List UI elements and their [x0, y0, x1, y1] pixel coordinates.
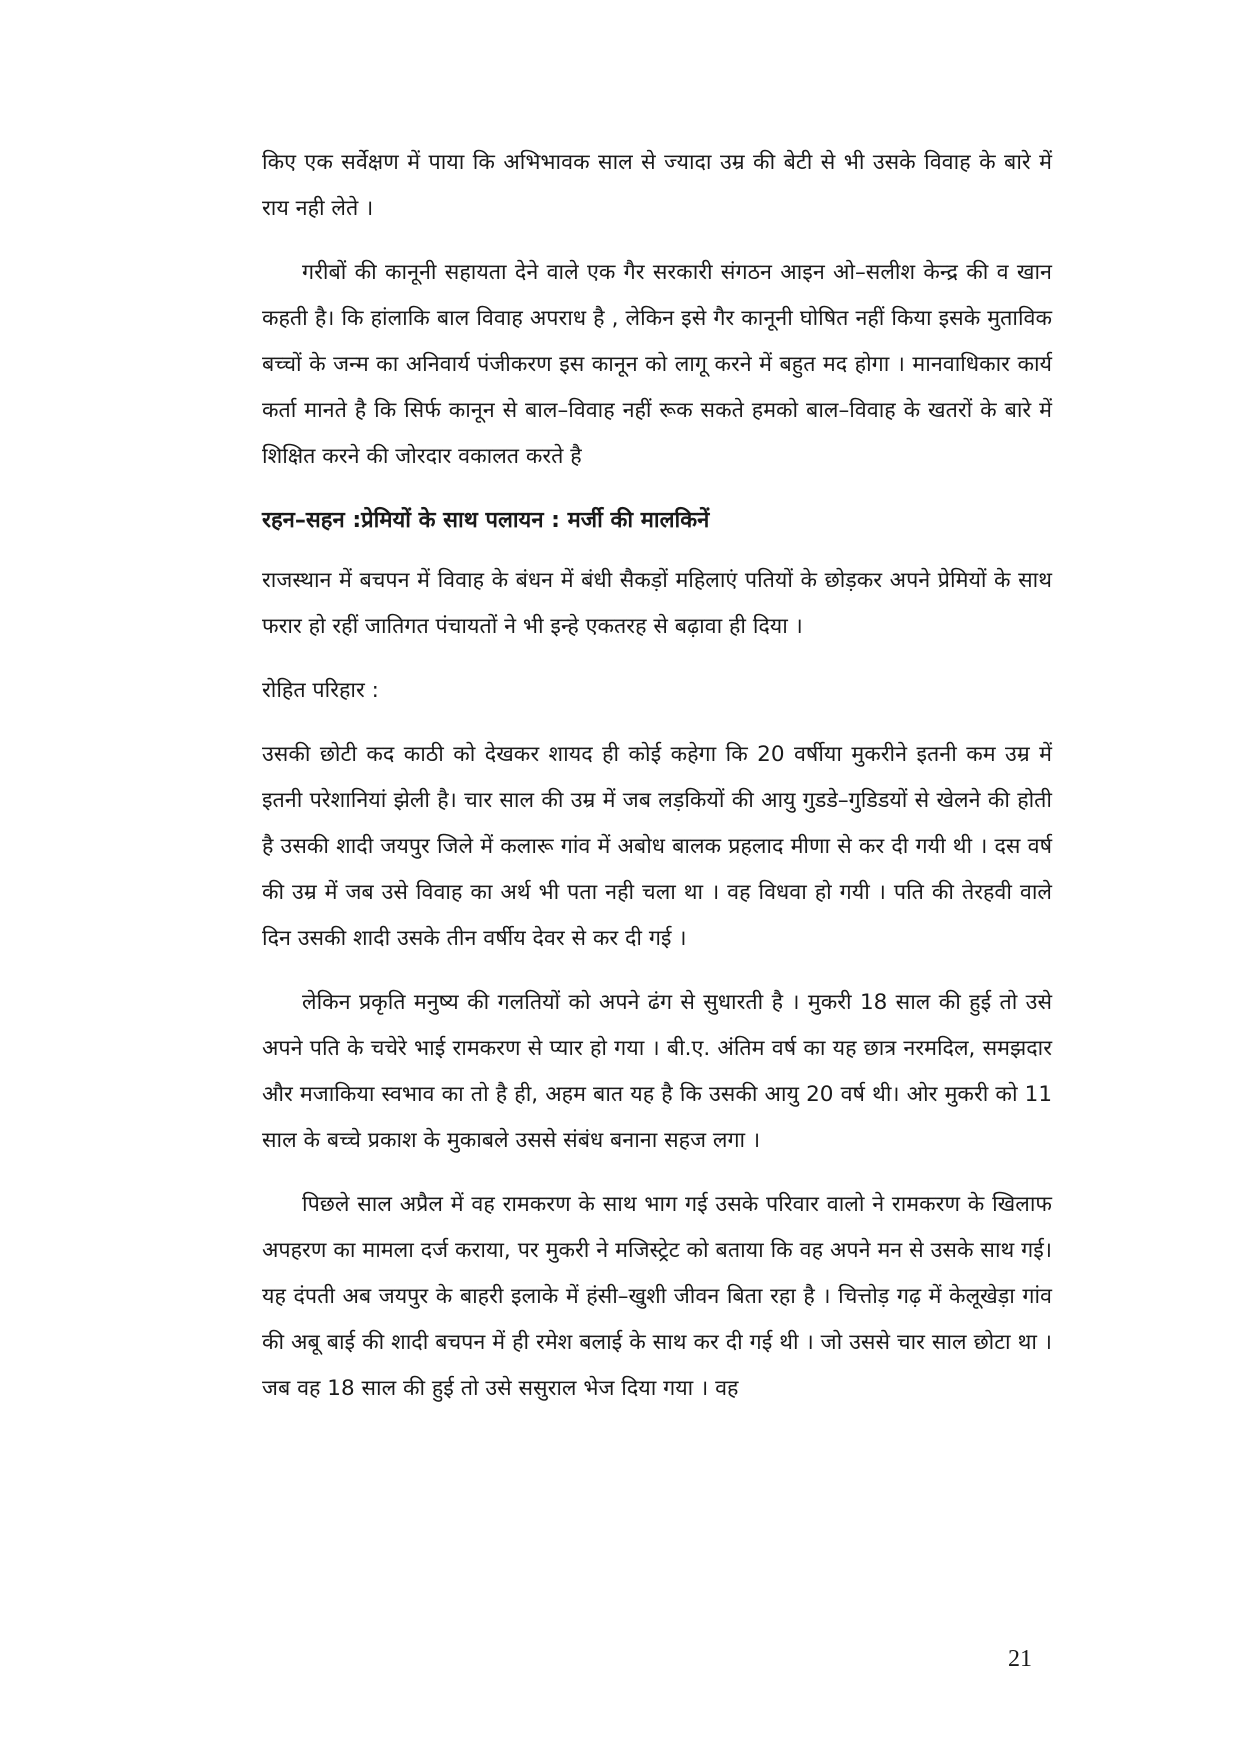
document-page: [262, 140, 1052, 1430]
section-heading: रहन–सहन :प्रेमियों के साथ पलायन : मर्जी की मालकिनें: [262, 508, 710, 533]
paragraph-survey: किए एक सर्वेक्षण में पाया कि अभिभावक साल से ज्यादा उम्र की बेटी से भी उसके विवाह के बारे में राय नही लेते ।: [262, 150, 1052, 221]
paragraph-mukri-love: लेकिन प्रकृति मनुष्य की गलतियों को अपने ढंग से सुधारती है । मुकरी 18 साल की हुई तो उसे अपने पति के चचेरे भाई रामकरण से प्यार हो गया । बी.ए. अंतिम वर्ष का यह छात्र नरमदिल, समझदार और मजाकिया स्वभाव का तो है ही, अहम बात यह है कि उसकी आयु 20 वर्ष थी। ओर मुकरी को 11 साल के बच्चे प्रकाश के मुकाबले उससे संबंध बनाना सहज लगा ।: [262, 990, 1052, 1153]
paragraph-elopement: पिछले साल अप्रैल में वह रामकरण के साथ भाग गई उसके परिवार वालो ने रामकरण के खिलाफ अपहरण का मामला दर्ज कराया, पर मुकरी ने मजिस्ट्रेट को बताया कि वह अपने मन से उसके साथ गई। यह दंपती अब जयपुर के बाहरी इलाके में हंसी–खुशी जीवन बिता रहा है । चित्तोड़ गढ़ में केलूखेड़ा गांव की अबू बाई की शादी बचपन में ही रमेश बलाई के साथ कर दी गई थी । जो उससे चार साल छोटा था । जब वह 18 साल की हुई तो उसे ससुराल भेज दिया गया । वह: [262, 1192, 1052, 1401]
page-number: 21: [1008, 1646, 1032, 1672]
author-byline: रोहित परिहार :: [262, 678, 379, 703]
paragraph-mukri-childhood: उसकी छोटी कद काठी को देखकर शायद ही कोई कहेगा कि 20 वर्षीया मुकरीने इतनी कम उम्र में इतनी परेशानियां झेली है। चार साल की उम्र में जब लड़कियों की आयु गुडडे–गुडिडयों से खेलने की होती है उसकी शादी जयपुर जिले में कलारू गांव में अबोध बालक प्रहलाद मीणा से कर दी गयी थी । दस वर्ष की उम्र में जब उसे विवाह का अर्थ भी पता नही चला था । वह विधवा हो गयी । पति की तेरहवी वाले दिन उसकी शादी उसके तीन वर्षीय देवर से कर दी गई ।: [262, 742, 1052, 951]
paragraph-rajasthan: राजस्थान में बचपन में विवाह के बंधन में बंधी सैकड़ों महिलाएं पतियों के छोड़कर अपने प्रेमियों के साथ फरार हो रहीं जातिगत पंचायतों ने भी इन्हे एकतरह से बढ़ावा ही दिया ।: [262, 568, 1052, 639]
paragraph-legal-aid: गरीबों की कानूनी सहायता देने वाले एक गैर सरकारी संगठन आइन ओ–सलीश केन्द्र की व खान कहती है। कि हांलाकि बाल विवाह अपराध है , लेकिन इसे गैर कानूनी घोषित नहीं किया इसके मुताविक बच्चों के जन्म का अनिवार्य पंजीकरण इस कानून को लागू करने में बहुत मद होगा । मानवाधिकार कार्य कर्ता मानते है कि सिर्फ कानून से बाल–विवाह नहीं रूक सकते हमको बाल–विवाह के खतरों के बारे में शिक्षित करने की जोरदार वकालत करते है: [262, 260, 1052, 469]
